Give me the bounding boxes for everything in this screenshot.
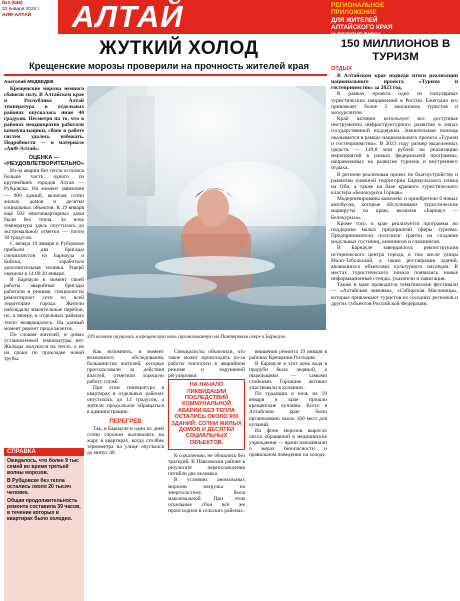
paragraph: В рамках проекта одно из популярных туристических направлений в России. Ежегодно его привлекает более 3 миллионов туристов и экскурсантов. xyxy=(331,91,458,116)
article-column-3 xyxy=(168,349,245,514)
paragraph: По словам жителей, в домах установленной температуры нет. Жильцы жалуются на тепло, а не на сроки по прокладке новой трубы. xyxy=(4,331,84,362)
article-author: Анатолий МЕДВЕДЕВ xyxy=(4,79,54,84)
paragraph: Кроме того, в крае реализуется программа по поддержке малых предприятий сферы туризма. Предприниматели получили гранты на создание модульных гостиниц, кемпингов и глэмпингов. xyxy=(331,220,458,246)
info-box-item: Ожидалось, что более 9 тыс семей во время третьей волны морозов. xyxy=(7,458,79,476)
issue-info xyxy=(0,0,58,34)
article-headline: ЖУТКИЙ ХОЛОД xyxy=(99,38,259,59)
paragraph: Край активно использует все доступные инструменты инфраструктурного развития в мерах государственной поддержки. Значительная помощь оказывается в рамках национального проекта «Туризм и гостеприимство». В 2023 году размер выделенных средств — 149,8 млн рублей на реализацию мероприятий в рамках федеральной программы, направленных на развитие туризма и внутреннего отдыха. xyxy=(331,116,458,172)
paragraph: К сожалению, не обошлось без трагедий. В Павловском районе в результате переохлаждения погибли два человека. xyxy=(168,453,245,478)
masthead-banner xyxy=(58,0,325,34)
pull-quote xyxy=(168,379,245,450)
supplement-info xyxy=(325,0,460,39)
article-lead: Крещенские морозы немного сбавили силу. В Алтайском крае и Республике Алтай температура в отдельных районах опускалась ниже 40 градусов. Несмотря на то, что в районах неоднократно работали коммунальщики, сбоев в работе систем удалось избежать. Подробности — в материале «АиФ-Алтай». xyxy=(4,86,84,153)
info-box-title: СПРАВКА xyxy=(4,448,84,456)
paragraph: вершения ремонта 19 января в районах Крещения Господня. xyxy=(249,349,327,362)
paragraph: В Барнауле в момент своей работы аварийные бригады работали в режиме, специалисты ремонтируют сети по всей территории города. Жители наблюдали значительные перебои, но, к вечеру, в отдельных районах тепло возвращалось. На данный момент ремонт продолжается. xyxy=(4,277,84,332)
pull-quote-text: НА НАЧАЛО ЛИКВИДАЦИИ ПОСЛЕДСТВИЙ КОММУНАЛЬНОЙ АВАРИИ БЕЗ ТЕПЛА ОСТАЛИСЬ ОКОЛО 900 ЗДАНИЙ: СОТНИ ЖИЛЫХ ДОМОВ И ДЕСЯТКИ СОЦИАЛЬНЫХ ОБЪЕКТОВ. xyxy=(171,382,242,446)
paragraph: Как вспомнить, в момент возможного обследования, большинство жителей, которые проголосовали за действия властей, отметили хорошую работу служб. xyxy=(87,349,164,386)
masthead-title: АЛТАЙ xyxy=(72,0,184,34)
article-column-4 xyxy=(249,349,327,458)
paragraph: Так, в Барнауле в один из дней сотни горожан жаловались на жару в квартирах, когда столбик термометра на улице опускался до минус 40. xyxy=(87,425,164,456)
info-box-item: В Рубцовске без тепла остались около 20 тысяч человек. xyxy=(7,478,71,496)
paragraph: В регионе реализован проект по благоустройству и развитию пляжной территории Барнаульского пляжа на Оби, а также на базе краевого туристического кластера «Белокуриха Горная». xyxy=(331,171,458,196)
sidebar-title: 150 МИЛЛИОНОВ В ТУРИЗМ xyxy=(340,38,451,63)
article-subhead: Крещенские морозы проверили на прочность жителей края xyxy=(29,60,309,71)
photo-caption: 339 человек окунулись в крещенскую ночь организованную на Пантеровом озере в Барнауле. xyxy=(87,334,287,340)
info-box xyxy=(4,448,84,601)
paragraph: Из-за аварии без тепла остались больше часть одного из крупнейших городов Алтая — Рубцовска. На момент заявления — 900 зданий, включая сотни жилых домов и десятки социальных объектов. К 19 января ещё 502 многоквартирных дома были без тепла. За ночь температура здесь опустилась до экстремальной отметки — почти 30 градусов. xyxy=(4,168,84,241)
section-title: ОЦЕНКА — «НЕУДОВЛЕТВОРИТЕЛЬНО» xyxy=(4,154,84,167)
issue-date: 23 января 2024 г. xyxy=(2,7,41,13)
sidebar-lead: В Алтайском крае подведи итоги реализации национального проекта «Туризм и гостеприимство» за 2023 год. xyxy=(331,73,458,92)
ice-bath-photo xyxy=(87,86,326,330)
issue-edition: АИФ-АЛТАЙ xyxy=(2,13,32,19)
paragraph: Модернизированы комплекс и приобретено 6 новых автобусов, которые обслуживают туристические маршруты по краю, включая «Барнаул — Белокуриха». xyxy=(331,196,458,221)
issue-number: №3 (949) xyxy=(2,1,23,6)
supplement-line: АЛТАЙСКОГО КРАЯ xyxy=(331,24,393,32)
supplement-line: ПРИЛОЖЕНИЕ xyxy=(331,9,377,17)
article-column-2 xyxy=(87,349,164,456)
article-column-1 xyxy=(4,86,84,362)
sidebar-rubric: ОТДЫХ xyxy=(331,66,352,72)
divider xyxy=(4,74,327,76)
paragraph: Также в крае проводятся тематические фестивали — «Алтайская зимовка», «Сибирская Масленица», которые привлекают туристов из соседних регионов и других субъектов Российской Федерации. xyxy=(331,282,458,307)
section-title: ПЕРЕГРЕВ xyxy=(109,418,142,425)
supplement-line: ДЛЯ ЖИТЕЛЕЙ xyxy=(331,16,378,24)
sidebar-article xyxy=(331,73,458,307)
paragraph: По традиции в ночь на 19 января в крае прошли крещенские купания. Всего в Алтайском крае было организовано около 100 мест для купаний. xyxy=(249,391,327,428)
paragraph: В Барнауле завершилось реконструкция исторического центра города, в том числе улицы Мало-Тобольской, а также реставрация зданий, являющихся объектами культурного наследия. В местах туристического показа появились новые информационные стенды, указатели и навигация. xyxy=(331,245,458,283)
paragraph: С вечера 19 января в Рубцовске прибыли два бригады специалистов из Барнаула и Бийска, заработала дополнительная техника. Ущерб оценили в 14.00 20 января. xyxy=(4,240,84,278)
article-photo xyxy=(87,86,326,330)
paragraph: В Барнауле в этот день вода в проруби была ледяной, а ныряльщики — самыми стойкими. Горожане активно участвовали в купаниях. xyxy=(249,361,327,392)
paragraph: В условиях аномальных морозов нагрузка на энергосистему была максимальной. При этом отдельные сбои всё же происходили в сельских районах. xyxy=(168,477,245,514)
supplement-line: И РЕСПУБЛИКИ xyxy=(331,31,381,39)
paragraph: На фоне морозов выросло число обращений в медицинские учреждения — врачи напоминали о мерах безопасности и правильном поведении на холоде. xyxy=(249,427,327,458)
paragraph: Специалисты объяснили, что такое может происходить из-за работы теплосети в аварийном режиме и нарушений регулировки. xyxy=(168,349,245,380)
supplement-line: РЕГИОНАЛЬНОЕ xyxy=(331,2,385,9)
paragraph: При этом температура в квартирах в отдельных районах опустилась до 12 градусов, а жители продолжали обращаться в администрацию. xyxy=(87,385,164,416)
info-box-item: Общая продолжительность ремонта составила 39 часов, в течение которых в квартирах было холодно. xyxy=(7,498,81,522)
